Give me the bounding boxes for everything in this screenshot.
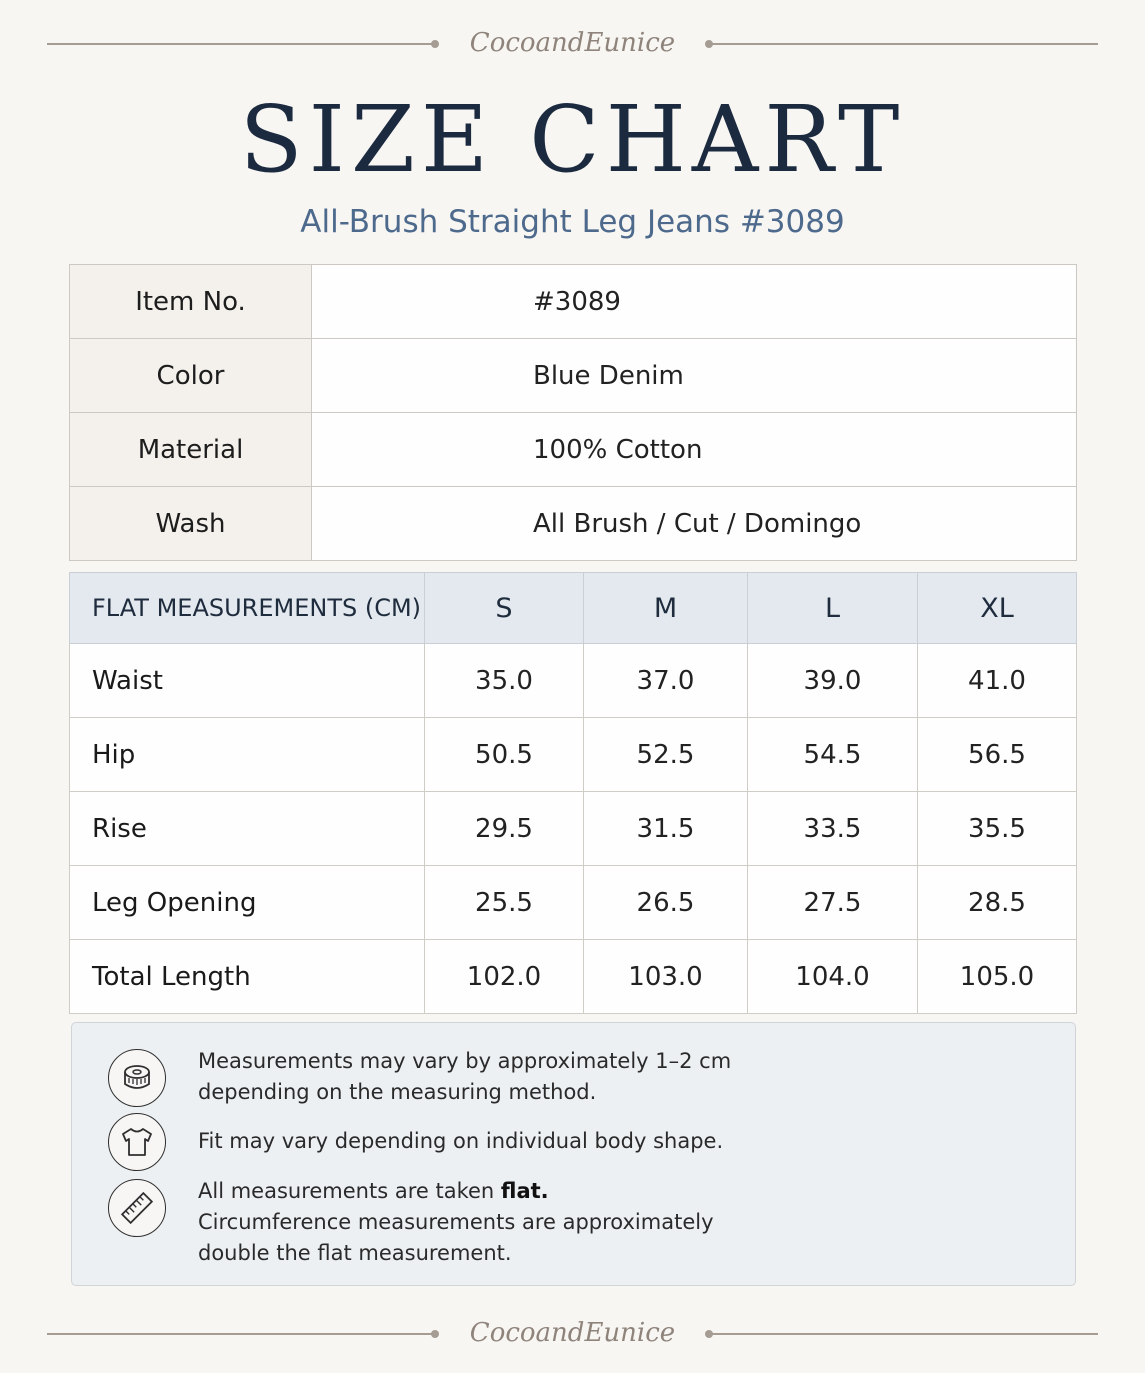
cell-value: 31.5 <box>584 792 748 866</box>
cell-value: 105.0 <box>918 940 1077 1014</box>
header-brand-row <box>0 24 1145 64</box>
ruler-icon <box>108 1179 166 1237</box>
product-info-table <box>69 264 1077 561</box>
info-value: Blue Denim <box>312 339 1077 413</box>
table-row <box>70 866 1077 940</box>
note-text: Fit may vary depending on individual body shape. <box>198 1129 724 1153</box>
row-label: Waist <box>70 644 425 718</box>
cell-value: 29.5 <box>425 792 584 866</box>
info-row <box>70 339 1077 413</box>
size-header: S <box>425 573 584 644</box>
cell-value: 35.5 <box>918 792 1077 866</box>
cell-value: 28.5 <box>918 866 1077 940</box>
size-header: L <box>748 573 918 644</box>
row-label: Rise <box>70 792 425 866</box>
cell-value: 54.5 <box>748 718 918 792</box>
divider-line <box>710 43 1098 45</box>
product-subtitle: All-Brush Straight Leg Jeans #3089 <box>300 204 845 240</box>
info-key: Item No. <box>70 265 312 339</box>
info-key: Color <box>70 339 312 413</box>
cell-value: 26.5 <box>584 866 748 940</box>
size-header: M <box>584 573 748 644</box>
cell-value: 104.0 <box>748 940 918 1014</box>
cell-value: 52.5 <box>584 718 748 792</box>
cell-value: 39.0 <box>748 644 918 718</box>
footer-brand-row <box>0 1314 1145 1354</box>
notes-box <box>71 1022 1076 1286</box>
cell-value: 56.5 <box>918 718 1077 792</box>
table-row <box>70 940 1077 1014</box>
table-row <box>70 718 1077 792</box>
info-row <box>70 413 1077 487</box>
info-row <box>70 265 1077 339</box>
row-label: Hip <box>70 718 425 792</box>
table-row <box>70 644 1077 718</box>
row-label: Total Length <box>70 940 425 1014</box>
tape-measure-icon <box>108 1049 166 1107</box>
info-value: All Brush / Cut / Domingo <box>312 487 1077 561</box>
table-header-row <box>70 573 1077 644</box>
measurements-table <box>69 572 1077 1014</box>
cell-value: 35.0 <box>425 644 584 718</box>
row-label: Leg Opening <box>70 866 425 940</box>
cell-value: 37.0 <box>584 644 748 718</box>
note-text: All measurements are taken flat. Circumference measurements are approximately double the flat measurement. <box>198 1179 714 1265</box>
cell-value: 102.0 <box>425 940 584 1014</box>
divider-line <box>710 1333 1098 1335</box>
table-row <box>70 792 1077 866</box>
cell-value: 25.5 <box>425 866 584 940</box>
measurements-header: FLAT MEASUREMENTS (CM) <box>70 573 425 644</box>
cell-value: 27.5 <box>748 866 918 940</box>
info-key: Wash <box>70 487 312 561</box>
info-row <box>70 487 1077 561</box>
note-text: Measurements may vary by approximately 1–2 cm depending on the measuring method. <box>198 1049 732 1104</box>
info-value: 100% Cotton <box>312 413 1077 487</box>
info-key: Material <box>70 413 312 487</box>
cell-value: 41.0 <box>918 644 1077 718</box>
page-title: SIZE CHART <box>239 86 906 193</box>
brand-name: CocoandEunice <box>469 1318 676 1348</box>
info-value: #3089 <box>312 265 1077 339</box>
cell-value: 50.5 <box>425 718 584 792</box>
brand-name: CocoandEunice <box>469 28 676 58</box>
size-header: XL <box>918 573 1077 644</box>
cell-value: 103.0 <box>584 940 748 1014</box>
tshirt-icon <box>108 1113 166 1171</box>
cell-value: 33.5 <box>748 792 918 866</box>
